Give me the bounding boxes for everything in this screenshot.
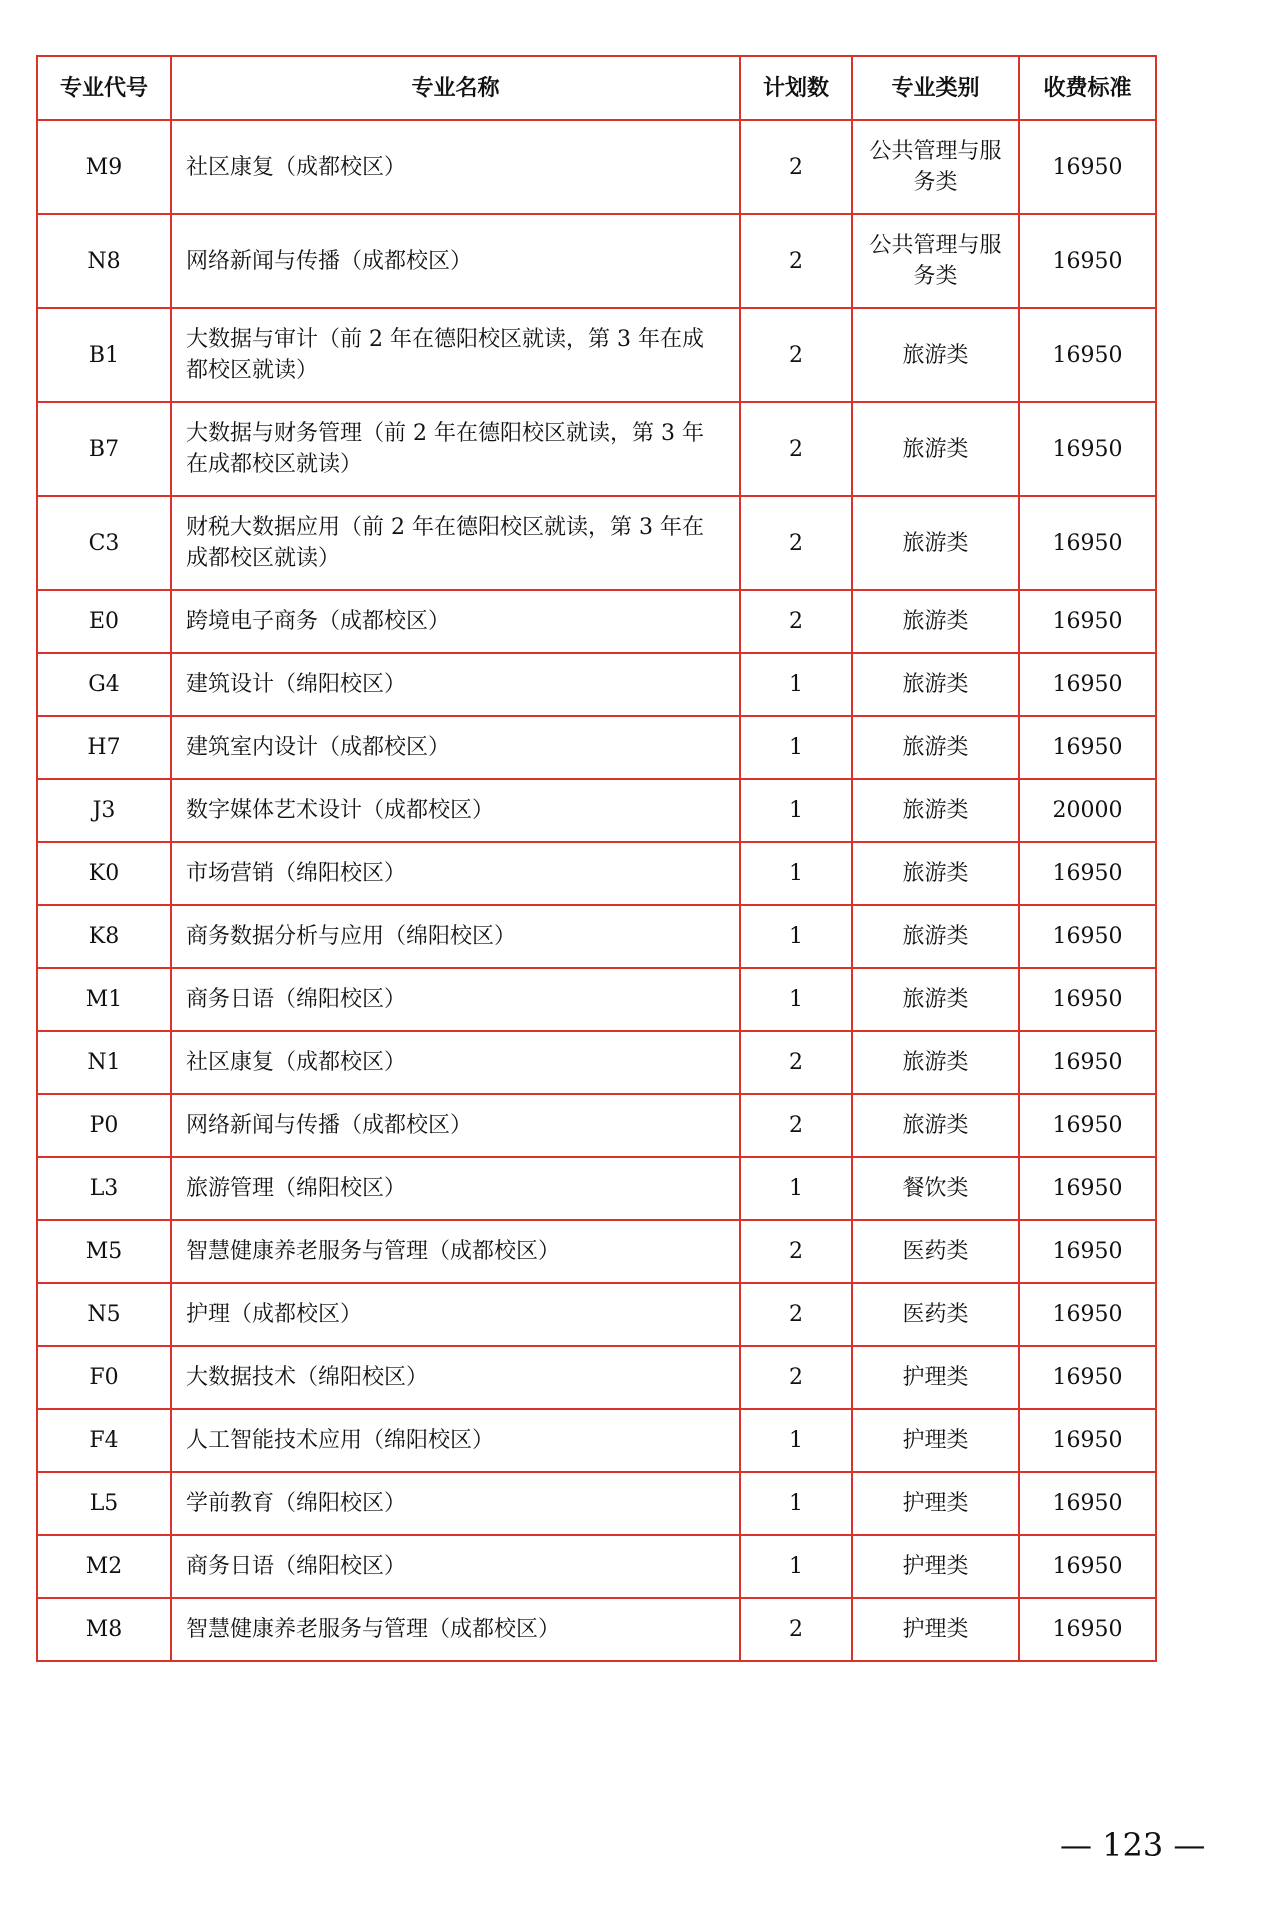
cell-plan-count: 1 [740,1472,852,1535]
cell-plan-count: 1 [740,1157,852,1220]
cell-plan-count: 2 [740,1220,852,1283]
cell-plan-count: 2 [740,308,852,402]
cell-major-name: 跨境电子商务（成都校区） [171,590,740,653]
cell-major-name: 学前教育（绵阳校区） [171,1472,740,1535]
cell-plan-count: 1 [740,905,852,968]
page-number: — 123 — [1060,1826,1206,1864]
cell-major-name: 智慧健康养老服务与管理（成都校区） [171,1598,740,1661]
cell-major-code: M9 [37,120,171,214]
cell-major-code: H7 [37,716,171,779]
cell-major-category: 护理类 [852,1346,1019,1409]
cell-major-code: L3 [37,1157,171,1220]
cell-fee-standard: 16950 [1019,402,1156,496]
cell-fee-standard: 16950 [1019,1220,1156,1283]
cell-major-name: 网络新闻与传播（成都校区） [171,214,740,308]
cell-plan-count: 1 [740,842,852,905]
cell-fee-standard: 16950 [1019,1535,1156,1598]
cell-major-name: 护理（成都校区） [171,1283,740,1346]
cell-fee-standard: 20000 [1019,779,1156,842]
cell-major-category: 旅游类 [852,308,1019,402]
cell-major-category: 旅游类 [852,716,1019,779]
cell-major-name: 市场营销（绵阳校区） [171,842,740,905]
cell-major-category: 旅游类 [852,779,1019,842]
cell-plan-count: 2 [740,120,852,214]
cell-major-code: N8 [37,214,171,308]
cell-major-name: 建筑设计（绵阳校区） [171,653,740,716]
table-row [37,402,1156,496]
cell-major-category: 旅游类 [852,842,1019,905]
cell-plan-count: 2 [740,590,852,653]
table-row [37,716,1156,779]
cell-fee-standard: 16950 [1019,1031,1156,1094]
header-plan-count: 计划数 [740,56,852,120]
cell-fee-standard: 16950 [1019,653,1156,716]
cell-major-code: K0 [37,842,171,905]
cell-major-code: C3 [37,496,171,590]
table-row [37,1031,1156,1094]
cell-major-code: M5 [37,1220,171,1283]
cell-major-category: 公共管理与服务类 [852,120,1019,214]
cell-major-name: 社区康复（成都校区） [171,120,740,214]
cell-plan-count: 2 [740,1283,852,1346]
table-row [37,653,1156,716]
cell-fee-standard: 16950 [1019,1598,1156,1661]
cell-major-category: 旅游类 [852,968,1019,1031]
table-body [37,120,1156,1661]
cell-major-name: 大数据与财务管理（前 2 年在德阳校区就读，第 3 年在成都校区就读） [171,402,740,496]
cell-fee-standard: 16950 [1019,1157,1156,1220]
table-header-row [37,56,1156,120]
cell-fee-standard: 16950 [1019,1472,1156,1535]
cell-plan-count: 2 [740,496,852,590]
table-row [37,1535,1156,1598]
cell-fee-standard: 16950 [1019,590,1156,653]
cell-major-category: 公共管理与服务类 [852,214,1019,308]
cell-fee-standard: 16950 [1019,716,1156,779]
cell-plan-count: 1 [740,779,852,842]
cell-plan-count: 2 [740,1346,852,1409]
table-row [37,1220,1156,1283]
cell-major-code: G4 [37,653,171,716]
cell-plan-count: 2 [740,1031,852,1094]
cell-major-name: 财税大数据应用（前 2 年在德阳校区就读，第 3 年在成都校区就读） [171,496,740,590]
cell-major-code: F0 [37,1346,171,1409]
cell-plan-count: 2 [740,1598,852,1661]
table-row [37,1598,1156,1661]
cell-major-code: B7 [37,402,171,496]
cell-plan-count: 1 [740,1409,852,1472]
cell-plan-count: 1 [740,968,852,1031]
table-row [37,1346,1156,1409]
cell-major-code: N5 [37,1283,171,1346]
header-major-name: 专业名称 [171,56,740,120]
cell-fee-standard: 16950 [1019,968,1156,1031]
cell-major-category: 护理类 [852,1535,1019,1598]
cell-fee-standard: 16950 [1019,120,1156,214]
cell-major-name: 建筑室内设计（成都校区） [171,716,740,779]
table-row [37,120,1156,214]
cell-major-category: 医药类 [852,1283,1019,1346]
cell-fee-standard: 16950 [1019,1094,1156,1157]
cell-fee-standard: 16950 [1019,905,1156,968]
cell-plan-count: 2 [740,214,852,308]
cell-major-code: M8 [37,1598,171,1661]
table-row [37,1157,1156,1220]
cell-major-category: 医药类 [852,1220,1019,1283]
cell-plan-count: 2 [740,402,852,496]
cell-major-code: M1 [37,968,171,1031]
cell-major-name: 商务数据分析与应用（绵阳校区） [171,905,740,968]
cell-major-name: 大数据技术（绵阳校区） [171,1346,740,1409]
admission-plan-table [36,55,1157,1662]
header-major-code: 专业代号 [37,56,171,120]
cell-major-name: 智慧健康养老服务与管理（成都校区） [171,1220,740,1283]
table-row [37,779,1156,842]
cell-major-category: 餐饮类 [852,1157,1019,1220]
cell-major-code: N1 [37,1031,171,1094]
cell-major-code: L5 [37,1472,171,1535]
header-major-category: 专业类别 [852,56,1019,120]
cell-major-name: 旅游管理（绵阳校区） [171,1157,740,1220]
table-row [37,214,1156,308]
cell-major-name: 商务日语（绵阳校区） [171,968,740,1031]
table-row [37,842,1156,905]
cell-fee-standard: 16950 [1019,214,1156,308]
cell-fee-standard: 16950 [1019,1346,1156,1409]
cell-major-category: 护理类 [852,1598,1019,1661]
cell-major-name: 数字媒体艺术设计（成都校区） [171,779,740,842]
cell-major-category: 旅游类 [852,496,1019,590]
cell-fee-standard: 16950 [1019,1283,1156,1346]
cell-major-name: 社区康复（成都校区） [171,1031,740,1094]
cell-major-category: 旅游类 [852,653,1019,716]
table-row [37,1472,1156,1535]
cell-major-category: 旅游类 [852,1094,1019,1157]
cell-fee-standard: 16950 [1019,842,1156,905]
cell-fee-standard: 16950 [1019,1409,1156,1472]
cell-major-category: 旅游类 [852,905,1019,968]
cell-major-name: 大数据与审计（前 2 年在德阳校区就读，第 3 年在成都校区就读） [171,308,740,402]
cell-major-code: M2 [37,1535,171,1598]
cell-plan-count: 1 [740,716,852,779]
cell-plan-count: 1 [740,1535,852,1598]
table-row [37,968,1156,1031]
cell-major-code: F4 [37,1409,171,1472]
cell-major-category: 护理类 [852,1409,1019,1472]
cell-major-category: 护理类 [852,1472,1019,1535]
cell-plan-count: 2 [740,1094,852,1157]
cell-major-code: P0 [37,1094,171,1157]
table-row [37,905,1156,968]
table-row [37,1094,1156,1157]
table-row [37,1409,1156,1472]
table-row [37,308,1156,402]
table-row [37,590,1156,653]
cell-major-code: E0 [37,590,171,653]
cell-major-code: K8 [37,905,171,968]
cell-plan-count: 1 [740,653,852,716]
header-fee-standard: 收费标准 [1019,56,1156,120]
cell-major-name: 商务日语（绵阳校区） [171,1535,740,1598]
table-row [37,1283,1156,1346]
table-row [37,496,1156,590]
cell-major-code: B1 [37,308,171,402]
cell-major-category: 旅游类 [852,402,1019,496]
cell-major-category: 旅游类 [852,1031,1019,1094]
cell-fee-standard: 16950 [1019,308,1156,402]
cell-major-code: J3 [37,779,171,842]
cell-major-name: 网络新闻与传播（成都校区） [171,1094,740,1157]
cell-major-category: 旅游类 [852,590,1019,653]
cell-major-name: 人工智能技术应用（绵阳校区） [171,1409,740,1472]
cell-fee-standard: 16950 [1019,496,1156,590]
